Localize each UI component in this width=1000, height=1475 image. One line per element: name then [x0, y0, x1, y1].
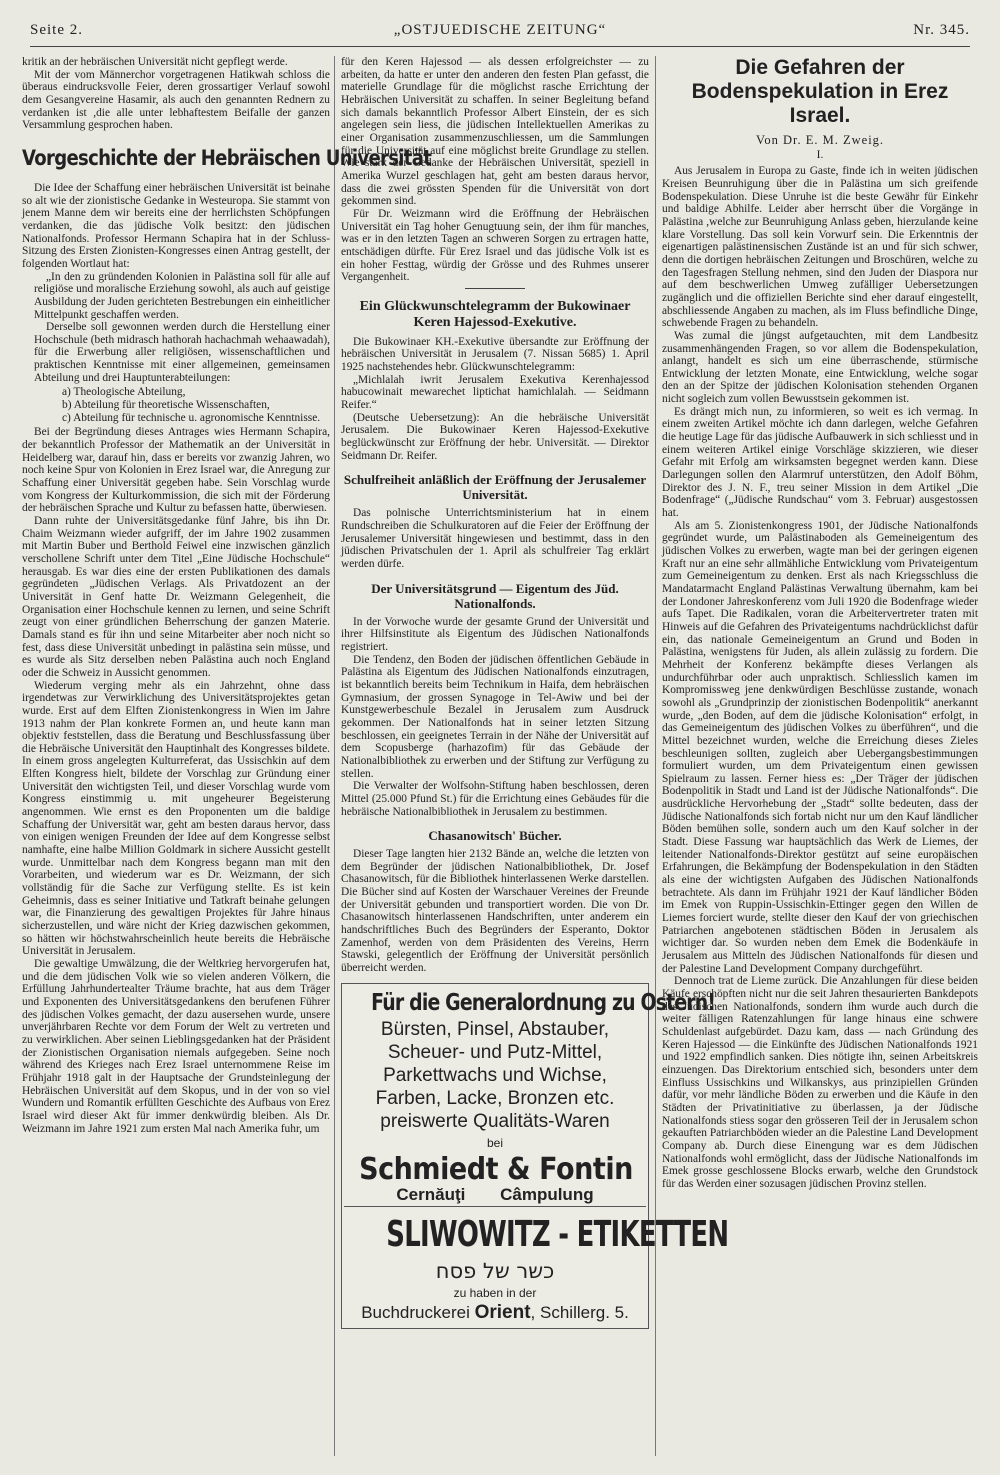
paragraph: Dennoch trat de Lieme zurück. Die Anzahlungen für diese beiden Käufe erschöpften nicht nur die seit Jahren thesaurierten Bankdepots des Jüdischen Nationalfonds, sondern ihm wurde auch durch die weiter fälligen Ratenzahlungen für lange hinaus eine schwere Schuldenlast aufgebürdet. Dazu kam, dass — nach Gründung des Keren Hajessod — die Einkünfte des Jüdischen Nationalfonds 1921 und 1922 empfindlich sanken. Dies nötigte ihn, seinen Arbeitskreis einzuengen. Das Direktorium entschied sich, besonders unter dem Einfluss Ussischkins und Wilkanskys, aus prinzipiellen Gründen dafür, vor mehr ländliche Böden zu erwerben und die Käufe in den Städten der Privatinitiative zu überlassen, ja der Jüdische Nationalfonds stiess sogar den grösseren Teil der in Jerusalem schon gekauften Patriarchböden wieder an die Palestine Land Development Company ab. Durch diese Einengung war es dem Jüdischen Nationalfonds wohl ermöglicht, dass der Jüdische Nationalfonds im Emek grosse geschlossene Blocks erwarb, welche den Grundstock für das Werden einer sozusagen jüdischen Provinz stellen. [662, 975, 978, 1190]
ad-slivovitz-labels: SLIWOWITZ - ETIKETTEN [386, 1214, 729, 1256]
paragraph: Die Bukowinaer KH.-Exekutive übersandte zur Eröffnung der hebräischen Universität in Jerusalem (7. Nissan 5685) 1. April 1925 nachstehendes hebr. Glückwunschtelegramm: [341, 335, 649, 374]
ad-printer [344, 1302, 646, 1324]
department-list [62, 386, 330, 424]
article-author: Von Dr. E. M. Zweig. [755, 133, 885, 147]
paragraph: Dieser Tage langten hier 2132 Bände an, welche die letzten von dem Begründer der jüdischen Nationalbibliothek, Dr. Josef Chasanowitsch, für die Bibliothek hinterlassenen Werke darstellen. Die Bücher sind auf Kosten der Warschauer Vereines der Freunde der Universität gebunden und transportiert worden. Die von Dr. Chasanowitsch hinterlassenen Handschriften, unter anderem ein handschriftliches Buch des Begründers der Esperanto, Doktor Zamenhof, werden von dem Präsidenten des Vereins, Herrn Stawski, gelegentlich der Eröffnung der Universität persönlich überreicht werden. [341, 848, 649, 975]
column-divider [334, 56, 335, 1456]
page-number: Seite 2. [30, 22, 83, 38]
ad-cities [344, 1185, 646, 1205]
quote-paragraph: Derselbe soll gewonnen werden durch die Herstellung einer Hochschule (beth midrasch hathorah hachachmah wehaawadah), für die Erwerbung aller religiösen, wissenschaftlichen und praktischen Kenntnisse mit einer allgemeinen, gemeinsamen Abteilung und drei Hauptunterabteilungen: [34, 321, 330, 384]
paragraph: Die Idee der Schaffung einer hebräischen Universität ist beinahe so alt wie der zionistische Gedanke in Westeuropa. Sie stammt von jenem Manne dem wir bereits eine der herrlichsten Schöpfungen verdanken, die das jüdische Volk besitzt: den jüdischen Nationalfonds. Professor Hermann Schapira hat in der Schluss-Sitzung des Ersten Zionisten-Kongresses einen Antrag gestellt, der folgenden Wortlaut hat: [22, 181, 330, 270]
paragraph: Aus Jerusalem in Europa zu Gaste, finde ich in weiten jüdischen Kreisen Beunruhigung über die in Palästina um sich greifende Bodenspekulation. Diese Unruhe ist die beste Gewähr für Einkehr und baldige Abhilfe. Leider aber herrscht über die Vorgänge in Palästina ,welche zur Beunruhigung Anlass geben, hierzulande keine klare Vorstellung. Das soll kein Vorwurf sein. Die Erkenntnis der eigenartigen palästinensischen Zustände ist an und für sich schwer, denn die dortigen hebräischen Zeitungen und Broschüren, welche zu den Tagesfragen Stellung nehmen, sind den Juden der Diaspora nur auf dem beschwerlichen Umweg zufälliger Uebersetzungen zugänglich und die offiziellen Berichte sind eher darauf eingestellt, abschliessende Angaben zu machen, als im Fluss befindliche Dinge, schwebende Fragen zu behandeln. [662, 165, 978, 330]
list-item: c) Abteilung für technische u. agronomische Kenntnisse. [62, 411, 321, 424]
paragraph: Bei der Begründung dieses Antrages wies Hermann Schapira, der bekanntlich Professor der Mathematik an der Universität in Heidelberg war, darauf hin, dass er bereits vor zwanzig Jahren, wo noch keine Spur von Kolonien in Erez Israel war, die Anregung zur Schaffung einer Universität gegeben habe. Sein Vorschlag wurde vom Kongress der Kulturkommission, die sich mit der Förderung der hebräischen Sprache und Kultur zu befassen hatte, überwiesen. [22, 426, 330, 515]
ad-product-line: Parkettwachs und Wichse, [383, 1064, 607, 1086]
ad-bei: bei [486, 1135, 503, 1150]
paragraph: „Michlalah iwrit Jerusalem Exekutiva Kerenhajessod habucowinait mewarechet liptichat hamichlalah. — Seidmann Reifer.“ [341, 373, 649, 412]
list-item: b) Abteilung für theoretische Wissenschaften, [62, 399, 270, 412]
section-heading: Ein Glückwunschtelegramm der Bukowinaer Keren Hajessod-Exekutive. [359, 298, 631, 330]
page-header [30, 22, 970, 44]
ad-printer-address: , Schillerg. 5. [530, 1302, 629, 1322]
ad-headline: Für die Generalordnung zu Ostern! [371, 989, 716, 1016]
paragraph: Wiederum verging mehr als ein Jahrzehnt, ohne dass irgendetwas zur Verwirklichung des Universitätsprojektes getan wurde. Erst auf dem Elften Zionistenkongress in Wien im Jahre 1913 nahm der Plan konkrete Formen an, und heute kann man objektiv feststellen, dass die Beratung und Beschlussfassung über die Hebräische Universität den Hauptinhalt des Kongresses bildete. In einem gross angelegten Kulturreferat, das Ussischkin auf dem Elften Kongress hielt, bildete der Vorschlag zur Gründung einer Universität den wichtigsten Teil, und dieser Vorschlag wurde vom Kongress einstimmig u. mit ungeheurer Begeisterung angenommen. Wie ernst es den Proponenten um die baldige Schaffung der Universität war, geht am besten daraus hervor, dass von einigen wenigen Freunden der Idee auf dem Kongresse selbst namhafte, eine halbe Million Goldmark in sichere Aussicht gestellt wurde. Unmittelbar nach dem Kongress begann man mit den Vorarbeiten, und wiederum war es Dr. Weizmann, der sich vollständig für die Sache zur Verfügung stellte. Es ist kein Geheimnis, dass es seiner Initiative und Tatkraft beinahe gelungen war, die Finanzierung des gewaltigen Projektes für Jahre hinaus sicherzustellen, und wäre nicht der Krieg dazwischen gekommen, so hätten wir höchstwahrscheinlich heute bereits die Hebräische Universität in Jerusalem. [22, 679, 330, 958]
section-heading: Der Universitätsgrund — Eigentum des Jüd. Nationalfonds. [371, 580, 619, 611]
ad-product-line: Scheuer- und Putz-Mittel, [387, 1041, 603, 1063]
ad-product-line: Farben, Lacke, Bronzen etc. [375, 1087, 615, 1109]
column-3 [662, 56, 978, 1468]
ad-city: Câmpulung [500, 1185, 594, 1205]
ad-divider [344, 1206, 646, 1207]
paragraph: Dann ruhte der Universitätsgedanke fünf Jahre, bis ihn Dr. Chaim Weizmann wieder aufgriff, der im Jahre 1902 zusammen mit Martin Buber und Berthold Feiwel eine inzwischen gänzlich verschollene Schrift unter dem Titel „Eine Jüdische Hochschule“ herausgab. Es war dies eine der ersten Publikationen des damals gegründeten „Jüdischen Verlags. Als Privatdozent an der Universität in Genf hatte Dr. Weizmann Gelegenheit, die Organisation einer Hochschule kennen zu lernen, und seine Schrift zeugt von einer gründlichen Beherrschung der ganzen Materie. Damals stand es für ihn und seine Mitarbeiter aber noch nicht so fest, dass diese Universität unbedingt in palästina sein müsse, und es wurde als Sitz derselben neben Palästina auch noch England oder die Schweiz in Aussicht genommen. [22, 515, 330, 679]
section-heading: Schulfreiheit anläßlich der Eröffnung der Jerusalemer Universität. [343, 472, 647, 503]
ad-printer-pre: Buchdruckerei [361, 1302, 470, 1322]
ad-firm-name: Schmiedt & Fontin [359, 1152, 633, 1188]
paragraph: Es drängt mich nun, zu informieren, so weit es ich vermag. In einem zweiten Artikel möchte ich dann darlegen, welche Gefahren die heutige Lage für das jüdische Aufbauwerk in sich schliesst und in einem weiteren Artikel einige Vorschläge skizzieren, wie dieser Gefahr mit Erfolg am wirksamsten begegnet werden kann. Diese Darlegungen sollen den Alarmruf unterstützen, den Adolf Böhm, Direktor des J. N. F., treu seiner Mission in dem Artikel „Die Bodenfrage“ („Jüdische Rundschau“ vom 3. Februar) ausgestossen hat. [662, 405, 979, 520]
ad-zu-haben: zu haben in der [453, 1286, 537, 1301]
paragraph: Die Tendenz, den Boden der jüdischen öffentlichen Gebäude in Palästina als Eigentum des Jüdischen Nationalfonds einzutragen, ist bekanntlich bereits beim Technikum in Haifa, dem hebräischen Gymnasium, der grossen Synagoge in Tel-Awiw und bei der Kunstgewerbeschule Bezalel in Jerusalem zum Ausdruck gekommen. Der Nationalfonds hat in seiner letzten Sitzung beschlossen, ein geeignetes Terrain in der Nähe der Universität auf dem Scopusberge (harhazofim) für das Gebäude der Nationalbibliothek zu erwerben und der Stiftung zur Verfügung zu stellen. [341, 653, 649, 780]
ad-hebrew-text: כשר של פסח [435, 1259, 555, 1284]
quote-paragraph: „In den zu gründenden Kolonien in Palästina soll für alle auf religiöse und moralische Erziehung sowohl, als auch auf geistige Ausbildung der Juden gerichteten Bestrebungen ein einheitlicher Mittelpunkt geschaffen werden. [34, 270, 330, 321]
column-2 [341, 56, 729, 1468]
paragraph: Mit der vom Männerchor vorgetragenen Hatikwah schloss die überaus eindrucksvolle Feier, deren grossartiger Verlauf sowohl dem Gesangvereine Hasamir, als auch den genannten Rednern zu verdanken ist ,die alle unter lebhaftestem Beifalle der ganzen Versammlung gesprochen haben. [22, 68, 330, 132]
newspaper-name: „OSTJUEDISCHE ZEITUNG“ [393, 22, 607, 38]
paragraph: Die Verwalter der Wolfsohn-Stiftung haben beschlossen, deren Mittel (25.000 Pfund St.) für die Errichtung eines Gebäudes für die hebräische Nationalbibliothek in Jerusalem zu bestimmen. [341, 780, 649, 818]
paragraph: Als am 5. Zionistenkongress 1901, der Jüdische Nationalfonds gegründet wurde, um Palästinaboden als Gemeineigentum des jüdischen Volkes zu erwerben, wagte man bei der geringen eigenen Kraft nur an eine sehr allmähliche Entwicklung vom Privateigentum zum Gemeineigentum zu denken. Erst als nach Kriegsschluss die Mandatarmacht England Palästinas Verwaltung übernahm, kam bei der Londoner Jahreskonferenz vom Juli 1920 die Bodenfrage wieder aufs Tapet. Die Radikalen, voran die Arbeitervertreter traten mit Hinweis auf die Gefahren des Privateigentums nachdrücklichst dafür ein, das nationale Gemeineigentum an Grund und Boden in Palästina, wenigstens für Juden, als allein zulässig zu fordern. Die Mehrheit der Konferenz bekämpfte dieses Verlangen als undurchführbar oder auch unpraktisch. Schliesslich kamen im Kompromissweg jene denkwürdigen Beschlüsse zustande, wonach sowohl als „Grundprinzip der zionistischen Bodenpolitik“ anerkannt wurde, „den Boden, auf dem die jüdische Kolonisation“ erfolgt, in das Gemeineigentum des jüdischen Volkes zu überführen“, und die Mittel bezeichnet wurden, welche die Erreichung dieses Zieles beschleunigen sollten, zugleich aber Uebergangsbestimmungen formuliert wurden, um dem Privateigentum einen gewissen Spielraum zu lassen. Ferner hiess es: „Der Träger der jüdischen Bodenpolitik in Stadt und Land ist der Jüdische Nationalfonds“. Die ausdrückliche Hervorhebung der „Stadt“ sollte bedeuten, dass der Jüdische Nationalfonds sich fortab nicht nur um den Kauf ländlicher Böden bemühen solle, sondern auch um den Kauf solcher in der Stadt. Diese Fassung war hauptsächlich das Werk de Liemes, der leitender Nationalfonds-Direktor gestützt auf seine europäischen Erfahrungen, die Bekämpfung der Bodenspekulation in den Städten als eine der wichtigsten Aufgaben des Jüdischen Nationalfonds betrachtete. Als dann im Frühjahr 1921 der Kauf ländlicher Böden im Emek von Ruppin-Ussischkin-Ettinger gegen den Willen de Liemes forciert wurde, stellte dieser den Kauf der von griechischen Patriarchen angebotenen städtischen Böden in Jerusalem als wichtiger dar. So wurden neben dem Emek die Bodenkäufe in Jerusalem aus Mitteln des Jüdischen Nationalfonds für diesen und der Palestine Land Development Company durchgeführt. [662, 519, 978, 975]
list-item: a) Theologische Abteilung, [62, 386, 186, 399]
paragraph: für den Keren Hajessod — als dessen erfolgreichster — zu arbeiten, da hatte er unter den anderen den festen Plan gefasst, die materielle Grundlage für die möglichst rasche Errichtung der Hebräischen Universität zu schaffen. In seiner Begleitung befand sich damals bekanntlich Professor Albert Einstein, der es sich angelegen sein liess, die jüdischen Intellektuellen Amerikas zu einer Organisation zusammenzuschliessen, um die Sammlungen für die Universität auf eine möglichst breite Grundlage zu stellen. Wie stark der Gedanke der Hebräischen Universität, speziell in Amerika Wurzel geschlagen hat, geht am besten daraus hervor, dass die zwei grössten Spenden für die Universität von dort gekommen sind. [341, 56, 649, 208]
paragraph: kritik an der hebräischen Universität nicht gepflegt werde. [22, 56, 288, 68]
paragraph: Für Dr. Weizmann wird die Eröffnung der Hebräischen Universität ein Tag hoher Genugtuung sein, der ihm für manches, was er in den letzten Tagen an schweren Sorgen zu ertragen hatte, entschädigen dürfte. Für Erez Israel und das jüdische Volk ist es ein hoher Festtag, würdig der Grösse und des Ruhmes unserer Vergangenheit. [341, 207, 649, 284]
article-heading: Vorgeschichte der Hebräischen Universität [22, 145, 432, 170]
paragraph: Die gewaltige Umwälzung, die der Weltkrieg hervorgerufen hat, und die dem jüdischen Volk wie so vielen anderen Völkern, die Erfüllung Jahrhundertealter Träume brachte, hat aus dem Träger und Exponenten des Universitätsgedankens den berufenen Führer des jüdischen Volkes gemacht, der dazu ausersehen wurde, unsere unverjährbaren Rechte vor dem Forum der Welt zu vertreten und zu verwirklichen. Aber seinen Lieblingsgedanken hat der Präsident der Zionistischen Organisation niemals aufgegeben. Seine noch während des Krieges nach Erez Israel unternommene Reise im Frühjahr 1918 galt in der Hauptsache der Grundsteinlegung der Hebräischen Universität auf dem Skopus, und in der von so viel Wundern und Romantik erfüllten Geschichte des Aufbaus von Erez Israel wird dieser Akt für immer denkwürdig bleiben. Als Dr. Weizmann im Jahre 1921 zum ersten Mal nach Amerika fuhr, um [22, 957, 330, 1135]
paragraph: Was zumal die jüngst aufgetauchten, mit dem Landbesitz zusammenhängenden Fragen, so vor allem die Bodenspekulation, anlangt, handelt es sich um eine überraschende, stürmische Entwicklung der letzten Monate, eine Entwicklung, welche sogar den an der Spitze der jüdischen Kolonisation stehenden Organen nicht sogleich zum vollen Bewusstsein gekommen ist. [662, 329, 978, 406]
article-title: Die Gefahren der Bodenspekulation in Erez Israel. [691, 56, 949, 127]
paragraph: Das polnische Unterrichtsministerium hat in einem Rundschreiben die Schulkuratoren auf die Feier der Eröffnung der Jerusalemer Universität hingewiesen und bestimmt, dass in den jüdischen Privatschulen der 1. April als schulfreier Tag erklärt werden dürfe. [341, 507, 649, 570]
header-rule [30, 46, 970, 47]
section-heading: Chasanowitsch' Bücher. [428, 828, 562, 844]
article-part-number: I. [816, 148, 824, 161]
issue-number: Nr. 345. [913, 22, 970, 38]
separator [465, 288, 525, 289]
paragraph: In der Vorwoche wurde der gesamte Grund der Universität und ihrer Hilfsinstitute als Eigentum des Jüdischen Nationalfonds registriert. [341, 615, 649, 653]
ad-product-line: preiswerte Qualitäts-Waren [380, 1110, 610, 1132]
ad-city: Cernăuţi [396, 1185, 466, 1205]
paragraph: (Deutsche Uebersetzung): An die hebräische Universität Jerusalem. Die Bukowinaer Keren Hajessod-Exekutive beglückwünscht zur Eröffnung der hebr. Universität. — Direktor Seidmann Dr. Reifer. [341, 411, 649, 462]
ad-printer-name: Orient [474, 1301, 531, 1323]
ad-product-line: Bürsten, Pinsel, Abstauber, [380, 1018, 610, 1040]
advertisement [341, 983, 729, 1329]
